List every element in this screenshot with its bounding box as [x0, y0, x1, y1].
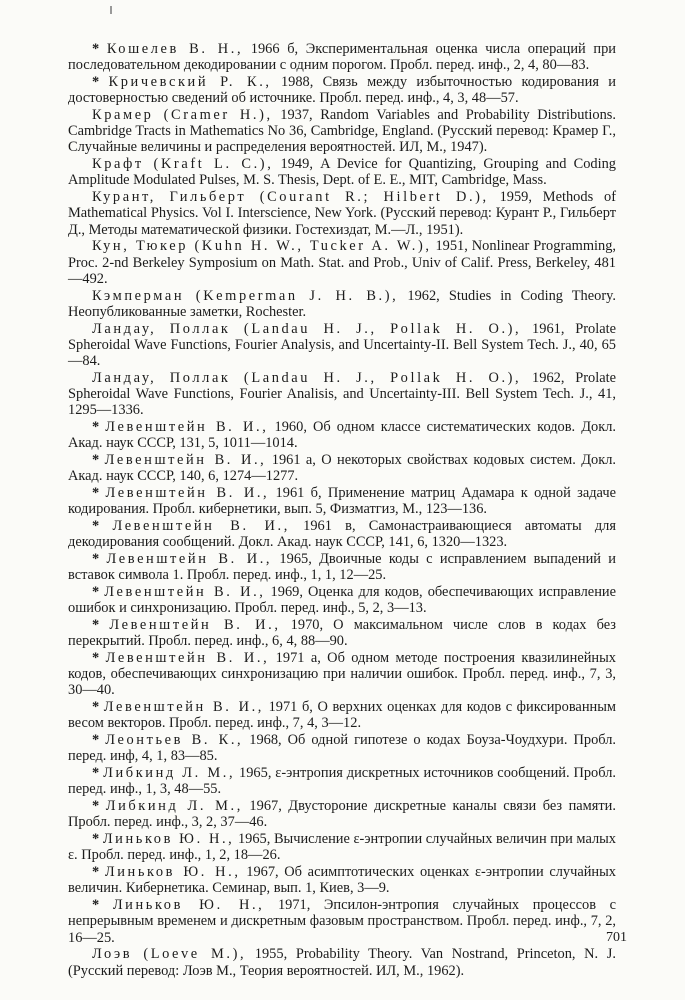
reference-text: 1967, Двустороние дискретные каналы связи без памяти. Пробл. перед. инф., 3, 2, 37—46.	[68, 798, 616, 831]
marker: *	[92, 518, 100, 535]
reference-entry	[68, 485, 616, 517]
reference-text: 1968, Об одной гипотезе о кодах Боуза-Чоудхури. Пробл. перед. инф, 4, 1, 83—85.	[68, 732, 617, 765]
marker: *	[92, 699, 100, 716]
reference-text: 1955, Probability Theory. Van Nostrand, Princeton, N. J. (Русский перевод: Лоэв М., Теория вероятностей. ИЛ, М., 1962).	[68, 946, 616, 979]
author: Кошелев В. Н.,	[106, 41, 244, 57]
reference-entry	[68, 419, 616, 451]
marker: *	[92, 584, 100, 601]
reference-entry	[68, 189, 616, 238]
reference-text: 1965, Вычисление ε-энтропии случайных величин при малых ε. Пробл. перед. инф., 1, 2, 18—26.	[68, 831, 617, 864]
reference-text: 1961 а, О некоторых свойствах кодовых систем. Докл. Акад. наук СССР, 140, 6, 1274—1277.	[68, 452, 616, 485]
reference-text: 1971 а, Об одном методе построения квазилинейных кодов, обеспечивающих синхронизацию при наличии ошибок. Пробл. перед. инф., 7, 3, 30—40.	[68, 650, 616, 699]
reference-text: 1962, Prolate Spheroidal Wave Functions, Fourier Analisis, and Uncertainty-III. Bell System Tech. J., 41, 1295—1336.	[68, 369, 617, 419]
author: Левенштейн В. И.,	[104, 452, 267, 469]
author: Ландау, Поллак (Landau H. J., Pollak H. O.),	[92, 369, 522, 386]
reference-entry	[68, 551, 616, 583]
marker: *	[92, 419, 100, 436]
reference-entry	[68, 617, 616, 649]
marker: *	[92, 74, 100, 90]
reference-entry	[68, 798, 616, 830]
author: Левенштейн В. И.,	[109, 617, 281, 634]
page-number: 701	[606, 930, 627, 945]
reference-text: 1971, Эпсилон-энтропия случайных процессов с непрерывным временем и дискретным фазовым пространством. Пробл. перед. инф., 7, 2, 16—25.	[68, 897, 616, 946]
author: Кун, Тюкер (Kuhn H. W., Tucker A. W.),	[92, 238, 432, 255]
reference-entry	[68, 41, 616, 73]
marker: *	[92, 617, 100, 634]
marker: *	[92, 897, 100, 914]
reference-entry	[68, 699, 616, 731]
author: Лоэв (Loeve M.),	[92, 946, 247, 963]
author: Линьков Ю. Н.,	[102, 831, 235, 848]
marker: *	[92, 650, 100, 667]
reference-entry	[68, 74, 616, 106]
reference-text: 1959, Methods of Mathematical Physics. Vol I. Interscience, New York. (Русский перевод: Курант Р., Гильберт Д., Методы математической физики. Гостехиздат, М.—Л., 1951).	[68, 189, 616, 238]
author: Либкинд Л. М.,	[105, 798, 243, 815]
marker: *	[92, 41, 100, 57]
reference-text: 1937, Random Variables and Probability Distributions. Cambridge Tracts in Mathematics No 36, Cambridge, England. (Русский перевод: Крамер Г., Случайные величины и распределения вероятностей. ИЛ, М., 1947).	[68, 107, 616, 156]
reference-entry	[68, 238, 616, 287]
reference-entry	[68, 897, 616, 946]
reference-entry	[68, 946, 616, 978]
author: Левенштейн В. И.,	[103, 699, 264, 716]
marker: *	[92, 732, 100, 749]
author: Левенштейн В. И.,	[106, 551, 273, 568]
author: Линьков Ю. Н.,	[104, 864, 241, 881]
author: Кричевский Р. К.,	[108, 74, 272, 90]
marker: *	[92, 452, 100, 469]
reference-text: 1965, Двоичные коды с исправлением выпадений и вставок символа 1. Пробл. перед. инф., 1, 1, 12—25.	[68, 551, 616, 584]
author: Крамер (Cramer H.),	[92, 107, 273, 123]
reference-text: 1961 в, Самонастраивающиеся автоматы для декодирования сообщений. Докл. Акад. наук СССР, 141, 6, 1320—1323.	[68, 518, 616, 551]
reference-entry	[68, 518, 616, 550]
reference-entry	[68, 321, 616, 370]
reference-text: 1988, Связь между избыточностью кодирования и достоверностью сведений об источнике. Пробл. перед. инф., 4, 3, 48—57.	[68, 74, 616, 107]
marker: *	[92, 485, 100, 502]
reference-text: 1961 б, Применение матриц Адамара к одной задаче кодирования. Пробл. кибернетики, вып. 5, Физматгиз, М., 123—136.	[68, 485, 616, 518]
scan-speck	[110, 6, 112, 14]
reference-text: 1962, Studies in Coding Theory. Неопубликованные заметки, Rochester.	[68, 287, 616, 320]
reference-entry	[68, 831, 616, 863]
reference-text: 1949, A Device for Quantizing, Grouping and Coding Amplitude Modulated Pulses, M. S. Thesis, Dept. of E. E., MIT, Cambridge, Mass.	[68, 156, 616, 189]
reference-entry	[68, 584, 616, 616]
author: Либкинд Л. М.,	[103, 765, 236, 782]
author: Леонтьев В. К.,	[105, 732, 244, 749]
reference-text: 1966 б, Экспериментальная оценка числа операций при последовательном декодировании с одним порогом. Пробл. перед. инф., 2, 4, 80—83.	[68, 41, 616, 74]
reference-text: 1965, ε-энтропия дискретных источников сообщений. Пробл. перед. инф., 1, 3, 48—55.	[68, 765, 616, 798]
author: Курант, Гильберт (Courant R.; Hilbert D.),	[92, 189, 489, 206]
reference-entry	[68, 864, 616, 896]
reference-text: 1967, Об асимптотических оценках ε-энтропии случайных величин. Кибернетика. Семинар, вып. 1, Киев, 3—9.	[68, 864, 616, 897]
reference-entry	[68, 765, 616, 797]
reference-text: 1970, О максимальном числе слов в кодах без перекрытий. Пробл. перед. инф., 6, 4, 88—90.	[68, 617, 616, 650]
marker: *	[92, 765, 100, 782]
reference-entry	[68, 452, 616, 484]
reference-list	[68, 41, 616, 979]
reference-entry	[68, 156, 616, 188]
author: Ландау, Поллак (Landau H. J., Pollak H. O.),	[92, 320, 522, 337]
reference-text: 1960, Об одном классе систематических кодов. Докл. Акад. наук СССР, 131, 5, 1011—1014.	[68, 419, 616, 452]
marker: *	[92, 551, 100, 568]
reference-entry	[68, 107, 616, 156]
reference-entry	[68, 370, 616, 419]
marker: *	[92, 864, 100, 881]
reference-entry	[68, 732, 616, 764]
reference-text: 1969, Оценка для кодов, обеспечивающих исправление ошибок и синхронизацию. Пробл. перед. инф., 5, 2, 3—13.	[68, 584, 616, 617]
reference-entry	[68, 650, 616, 699]
marker: *	[92, 831, 100, 848]
reference-text: 1961, Prolate Spheroidal Wave Functions, Fourier Analysis, and Uncertainty-II. Bell System Tech. J., 40, 65—84.	[68, 320, 617, 370]
author: Левенштейн В. И.,	[105, 650, 270, 667]
author: Кэмперман (Kemperman J. H. B.),	[92, 287, 399, 304]
author: Линьков Ю. Н.,	[112, 897, 265, 914]
author: Крафт (Kraft L. C.),	[92, 156, 274, 173]
author: Левенштейн В. И.,	[105, 419, 269, 436]
reference-entry	[68, 288, 616, 320]
author: Левенштейн В. И.,	[104, 584, 266, 601]
marker: *	[92, 798, 100, 815]
author: Левенштейн В. И.,	[112, 518, 290, 535]
reference-text: 1971 б, О верхних оценках для кодов с фиксированным весом векторов. Пробл. перед. инф., 7, 4, 3—12.	[68, 699, 616, 732]
author: Левенштейн В. И.,	[105, 485, 270, 502]
reference-text: 1951, Nonlinear Programming, Proc. 2-nd Berkeley Symposium on Math. Stat. and Prob., Univ of Calif. Press, Berkeley, 481—492.	[68, 238, 617, 287]
